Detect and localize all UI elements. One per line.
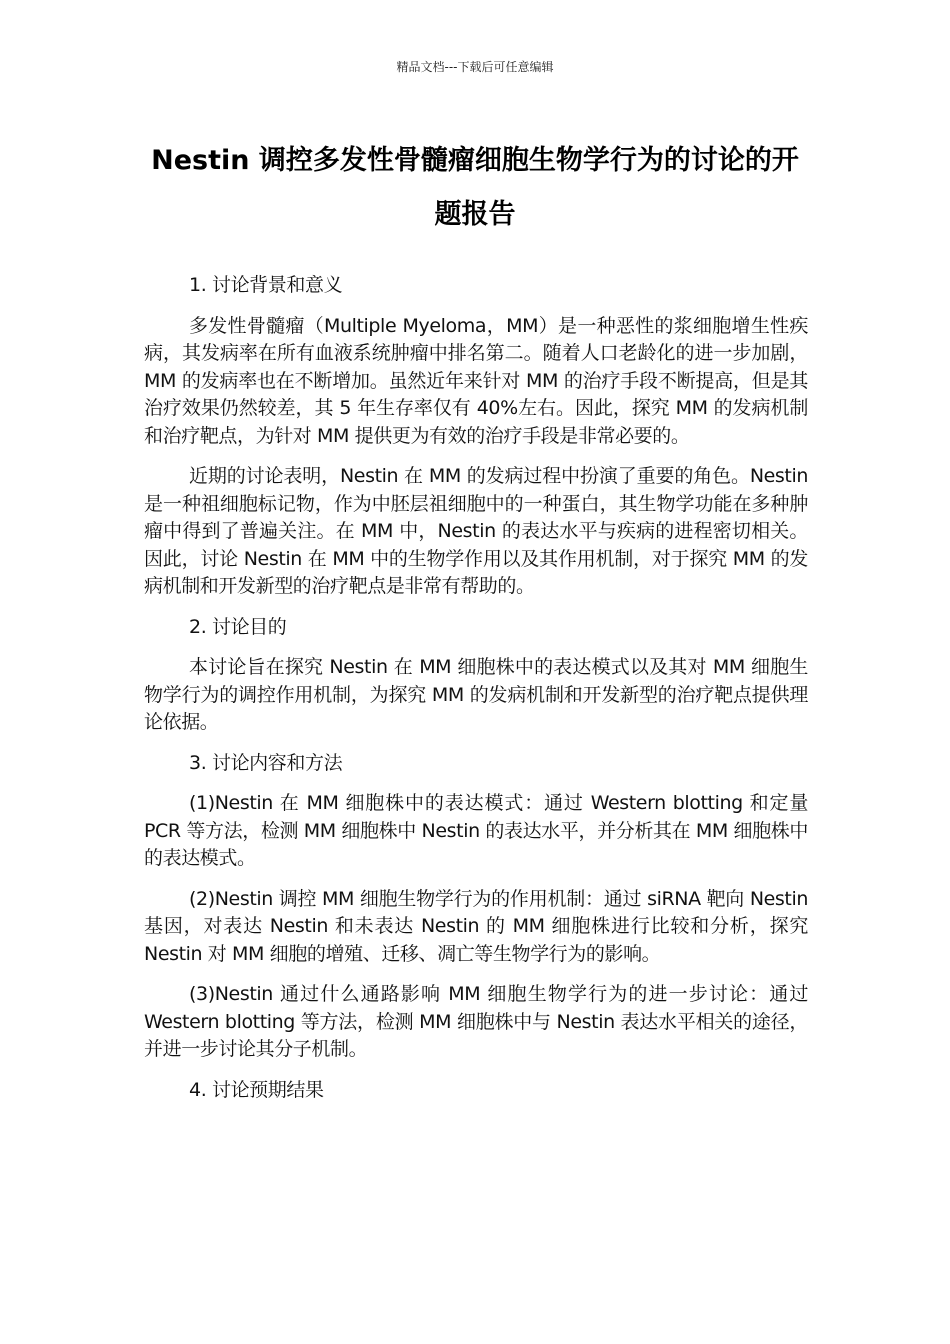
section-heading-background: 1. 讨论背景和意义 bbox=[189, 274, 343, 296]
section-heading-purpose: 2. 讨论目的 bbox=[189, 615, 287, 638]
section-heading-expected-results: 4. 讨论预期结果 bbox=[189, 1078, 324, 1101]
section-heading-methods: 3. 讨论内容和方法 bbox=[189, 751, 343, 774]
paragraph-method-3: (3)Nestin 通过什么通路影响 MM 细胞生物学行为的进一步讨论：通过 Western blotting 等方法，检测 MM 细胞株中与 Nestin 表达水平相关的途径，并进一步讨论其分子机制。 bbox=[144, 983, 808, 1060]
paragraph-purpose: 本讨论旨在探究 Nestin 在 MM 细胞株中的表达模式以及其对 MM 细胞生物学行为的调控作用机制，为探究 MM 的发病机制和开发新型的治疗靶点提供理论依据。 bbox=[144, 656, 808, 733]
document-body bbox=[144, 272, 808, 1117]
header-note: 精品文档---下载后可任意编辑 bbox=[396, 60, 554, 74]
document-title: Nestin 调控多发性骨髓瘤细胞生物学行为的讨论的开题报告 bbox=[151, 145, 799, 230]
paragraph-method-1: (1)Nestin 在 MM 细胞株中的表达模式：通过 Western blotting 和定量 PCR 等方法，检测 MM 细胞株中 Nestin 的表达水平，并分析其在 MM 细胞株中的表达模式。 bbox=[144, 792, 808, 869]
paragraph-background: 多发性骨髓瘤（Multiple Myeloma，MM）是一种恶性的浆细胞增生性疾病，其发病率在所有血液系统肿瘤中排名第二。随着人口老龄化的进一步加剧，MM 的发病率也在不断增加。虽然近年来针对 MM 的治疗手段不断提高，但是其治疗效果仍然较差，其 5 年生存率仅有 40%左右。因此，探究 MM 的发病机制和治疗靶点，为针对 MM 提供更为有效的治疗手段是非常必要的。 bbox=[144, 314, 808, 447]
paragraph-method-2: (2)Nestin 调控 MM 细胞生物学行为的作用机制：通过 siRNA 靶向 Nestin 基因，对表达 Nestin 和未表达 Nestin 的 MM 细胞株进行比较和分析，探究 Nestin 对 MM 细胞的增殖、迁移、凋亡等生物学行为的影响。 bbox=[144, 887, 808, 965]
paragraph-nestin-role: 近期的讨论表明，Nestin 在 MM 的发病过程中扮演了重要的角色。Nestin 是一种祖细胞标记物，作为中胚层祖细胞中的一种蛋白，其生物学功能在多种肿瘤中得到了普遍关注。在 MM 中，Nestin 的表达水平与疾病的进程密切相关。因此，讨论 Nestin 在 MM 中的生物学作用以及其作用机制，对于探究 MM 的发病机制和开发新型的治疗靶点是非常有帮助的。 bbox=[144, 465, 808, 597]
